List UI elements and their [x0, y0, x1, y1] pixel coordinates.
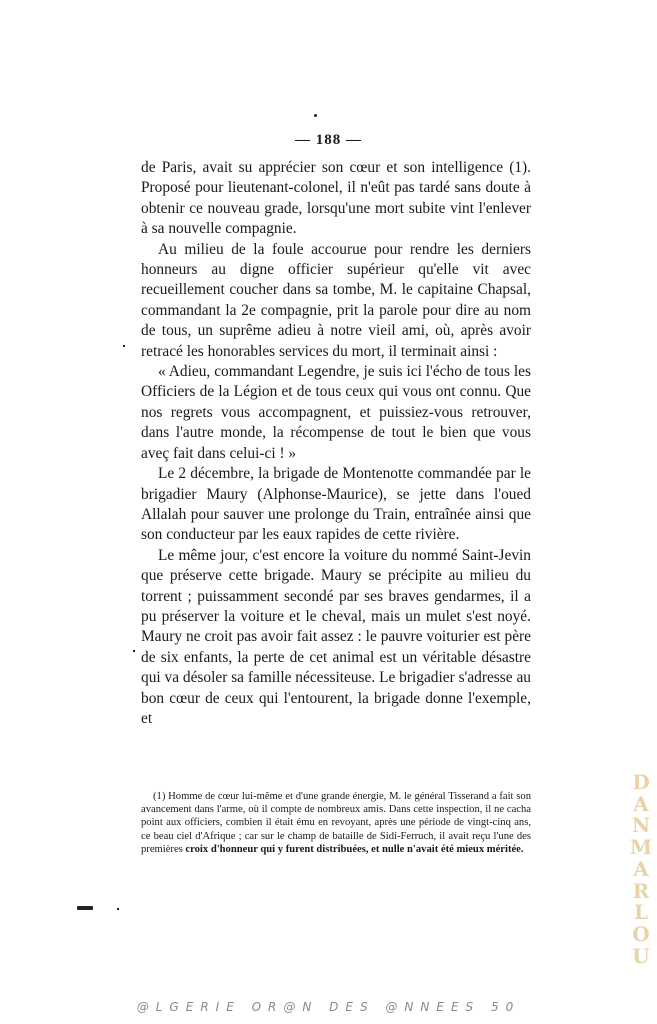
scan-speck — [123, 345, 125, 347]
scan-speck — [77, 906, 93, 910]
paragraph-1: de Paris, avait su apprécier son cœur et son intelligence (1). Proposé pour lieutenant-colonel, il n'eût pas tardé sans doute à obtenir ce nouveau grade, lorsqu'une mort subite vint l'enlever à sa nouvelle compagnie. — [141, 159, 531, 238]
paragraph-5: Le même jour, c'est encore la voiture du nommé Saint-Jevin que préserve cette brigade. Maury se précipite au milieu du torrent ; puissamment secondé par ses braves gendarmes, il a pu préserver la voiture et le cheval, mais un mulet s'est noyé. Maury ne croit pas avoir fait assez : le pauvre voiturier est père de six enfants, la perte de cet animal est un véritable désastre qui va désoler sa famille nécessiteuse. Le brigadier s'adresse au bon cœur de ceux qui l'entourent, la brigade donne l'exemple, et — [141, 546, 531, 727]
stamp-letter: M — [629, 835, 653, 860]
stamp-letter: D — [632, 770, 650, 794]
paragraph-4: Le 2 décembre, la brigade de Montenotte commandée par le brigadier Maury (Alphonse-Maurice), se jette dans l'oued Allalah pour sauver une prolonge du Train, entraînée ainsi que son conducteur par les eaux rapides de cette rivière. — [141, 465, 531, 544]
stamp-letter: N — [631, 813, 651, 838]
body-text — [141, 158, 531, 729]
stamp-letter: A — [633, 856, 649, 881]
library-stamp — [628, 772, 654, 967]
footnote — [141, 790, 531, 856]
paragraph-2: Au milieu de la foule accourue pour rendre les derniers honneurs au digne officier supérieur qu'elle vit avec recueillement coucher dans sa tombe, M. le capitaine Chapsal, commandant la 2e compagnie, prit la parole pour dire au nom de tous, un suprême adieu à notre vieil ami, où, après avoir retracé les honorables services du mort, il terminait ainsi : — [141, 240, 531, 360]
scan-speck — [133, 650, 135, 652]
watermark-footer: @LGERIE OR@N DES @NNEES 50 — [136, 1000, 521, 1014]
stamp-letter: U — [632, 943, 650, 968]
stamp-letter: A — [633, 791, 649, 816]
paragraph-3: « Adieu, commandant Legendre, je suis ici l'écho de tous les Officiers de la Légion et de tous ceux qui vous ont connu. Que nos regrets vous accompagnent, et puissiez-vous retrouver, dans l'autre monde, la récompense de tout le bien que vous aveç fait dans celui-ci ! » — [141, 363, 531, 462]
stamp-letter: R — [632, 878, 650, 903]
footnote-bold: croix d'honneur qui y furent distribuées, et nulle n'avait été mieux méritée. — [185, 843, 524, 855]
footnote-plain: (1) Homme de cœur lui-même et d'une grande énergie, M. le général Tisserand a fait son avancement dans l'arme, où il compte de nombreux amis. Dans cette inspection, il ne cacha point aux officiers, combien il était ému en revoyant, après une période de vingt-cinq ans, ce beau ciel d'Afrique ; car sur le champ de bataille de Sidi-Ferruch, il avait reçu l'une des premières — [141, 791, 531, 855]
stamp-letter: L — [633, 900, 649, 925]
stamp-letter: O — [632, 921, 650, 946]
footnote-text — [141, 790, 531, 856]
scan-speck — [314, 114, 317, 117]
page-number: — 188 — — [295, 132, 362, 148]
scan-speck — [117, 908, 119, 910]
